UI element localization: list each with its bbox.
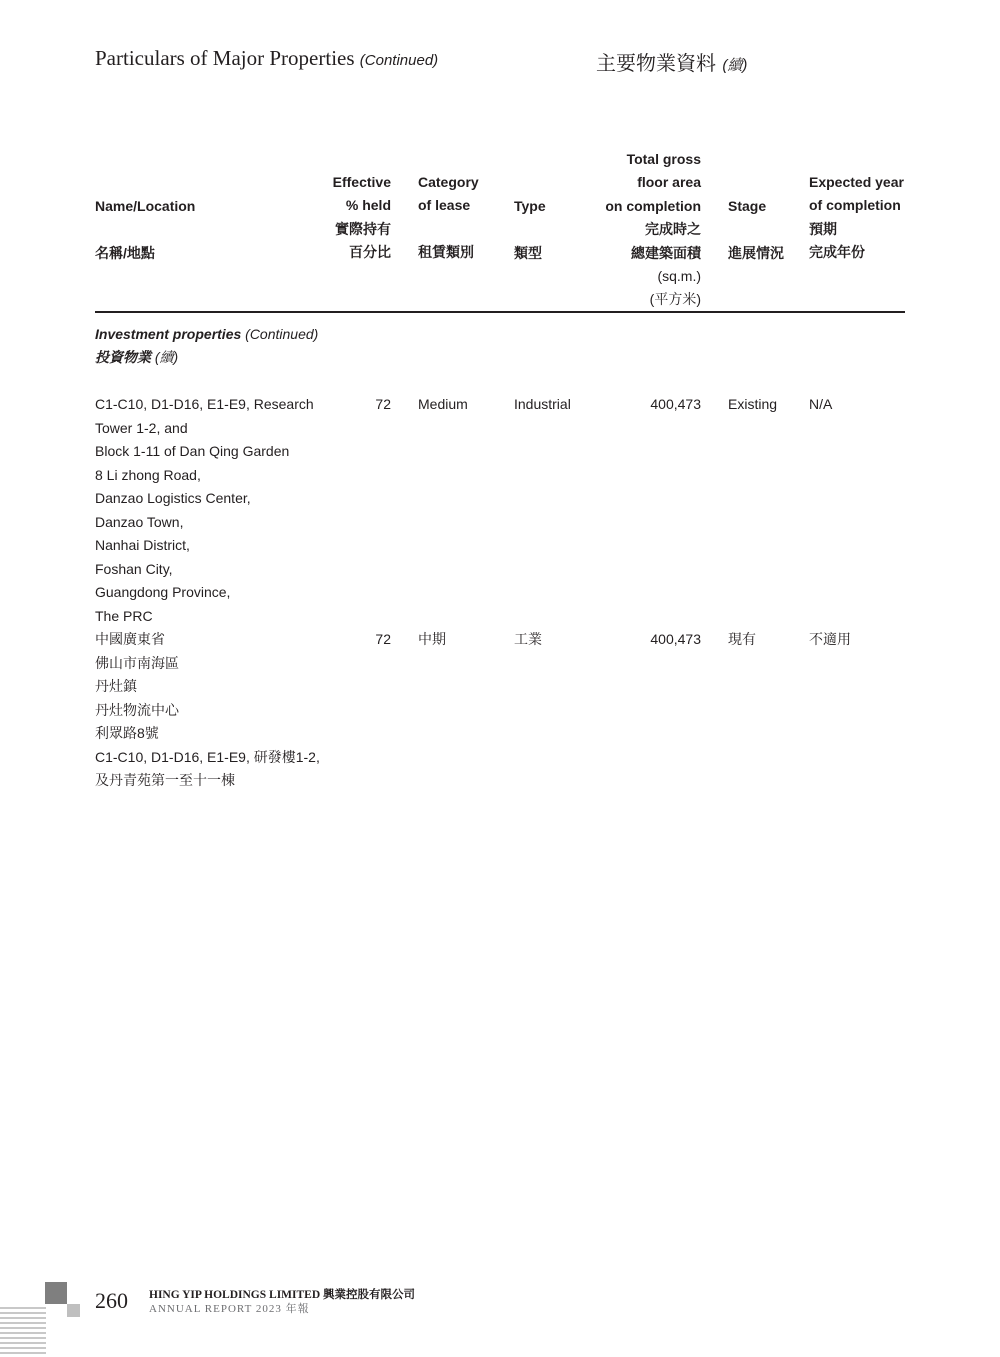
property-gfa-en: 400,473	[650, 396, 701, 412]
property-lease-en: Medium	[418, 396, 468, 412]
footer-square-light-decoration	[67, 1304, 80, 1317]
property-year-zh: 不適用	[809, 631, 851, 647]
col-header-effective-held: Effective % held 實際持有 百分比	[332, 174, 391, 261]
property-gfa-zh: 400,473	[650, 631, 701, 647]
property-location-zh: 中國廣東省 佛山市南海區 丹灶鎮 丹灶物流中心 利眾路8號 C1-C10, D1-D16, E1-E9, 研發樓1-2, 及丹青苑第一至十一棟	[95, 631, 320, 788]
col-header-type: Type 類型	[514, 198, 546, 261]
continued-label-zh: (續)	[722, 57, 748, 74]
page-title-zh: 主要物業資料 (續)	[596, 51, 748, 75]
col-header-stage: Stage 進展情況	[728, 198, 784, 261]
property-held-zh: 72	[375, 631, 391, 647]
col-header-total-gross-floor-area: Total gross floor area on completion 完成時之 總建築面積 (sq.m.) (平方米)	[605, 151, 701, 308]
property-stage-en: Existing	[728, 396, 778, 412]
page-number: 260	[95, 1288, 128, 1313]
footer-report-title: ANNUAL REPORT 2023 年報	[149, 1303, 310, 1315]
continued-label-en: (Continued)	[359, 52, 439, 69]
property-year-en: N/A	[809, 396, 833, 412]
col-header-expected-year: Expected year of completion 預期 完成年份	[809, 174, 904, 261]
property-type-en: Industrial	[514, 396, 571, 412]
col-header-name: Name/Location 名稱/地點	[95, 198, 196, 261]
property-lease-zh: 中期	[418, 631, 446, 647]
footer-square-dark-decoration	[45, 1282, 67, 1304]
page-title-en: Particulars of Major Properties (Continued)	[95, 46, 439, 70]
header-divider	[95, 311, 905, 313]
property-type-zh: 工業	[514, 631, 542, 647]
property-stage-zh: 現有	[728, 631, 756, 647]
footer-company-name: HING YIP HOLDINGS LIMITED 興業控股有限公司	[149, 1289, 416, 1301]
property-location-en: C1-C10, D1-D16, E1-E9, Research Tower 1-2, and Block 1-11 of Dan Qing Garden 8 Li zhong Road, Danzao Logistics Center, Danzao Town, Nanhai District, Foshan City, Guangdong Province, The PRC	[95, 396, 314, 624]
footer-stripes-decoration	[0, 1307, 46, 1357]
property-held-en: 72	[375, 396, 391, 412]
col-header-category-of-lease: Category of lease 租賃類別	[418, 174, 479, 261]
section-title: Investment properties (Continued) 投資物業 (續)	[95, 326, 319, 366]
